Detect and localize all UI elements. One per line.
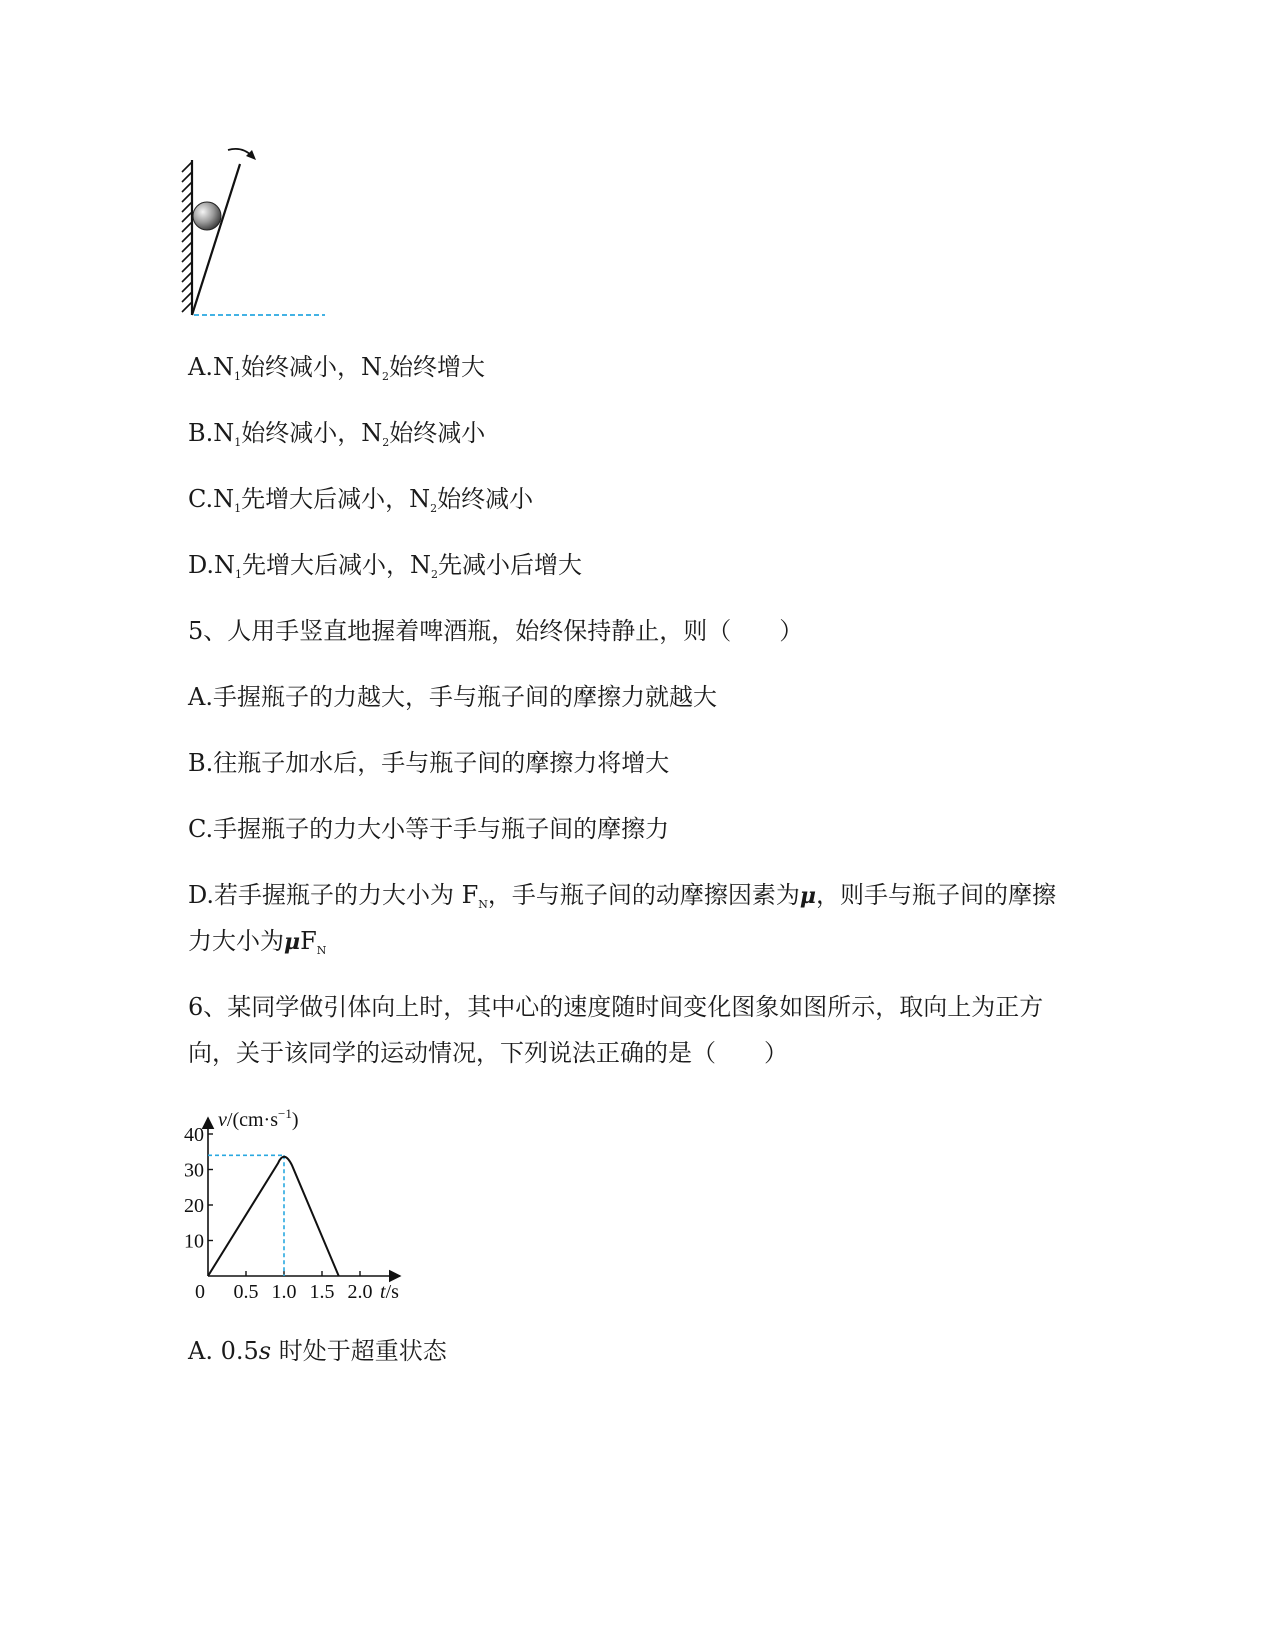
x-tick-label: 1.0 <box>271 1281 297 1303</box>
x-tick-label: 1.5 <box>309 1281 335 1303</box>
board-line <box>192 164 240 315</box>
x-tick-label: 0 <box>195 1281 205 1303</box>
wall-hatching <box>182 162 192 312</box>
q6-stem-line1: 6、某同学做引体向上时，其中心的速度随时间变化图象如图所示，取向上为正方 <box>188 993 1044 1021</box>
q5-option-a[interactable]: A.手握瓶子的力越大，手与瓶子间的摩擦力就越大 <box>188 683 717 711</box>
q4-option-a[interactable]: $A.N_1$始终减小，$N_2$始终增大 <box>188 353 485 383</box>
q4-option-c[interactable]: $C.N_1$先增大后减小，$N_2$始终减小 <box>188 485 534 515</box>
x-tick-label: 0.5 <box>233 1281 259 1303</box>
wall-board-diagram <box>170 140 340 330</box>
q5-option-b[interactable]: B.往瓶子加水后，手与瓶子间的摩擦力将增大 <box>188 749 670 777</box>
y-tick-label: 40 <box>184 1124 204 1146</box>
x-tick-label: 2.0 <box>347 1281 373 1303</box>
velocity-time-chart <box>170 1100 410 1310</box>
y-axis-label: $v/(cm\cdot s^{-1})$ <box>218 1106 299 1131</box>
q4-option-d[interactable]: $D.N_1$先增大后减小，$N_2$先减小后增大 <box>188 551 583 581</box>
y-tick-label: 30 <box>184 1159 204 1182</box>
q5-option-c[interactable]: C.手握瓶子的力大小等于手与瓶子间的摩擦力 <box>188 815 670 843</box>
q6-option-a[interactable]: A. 0.5s 时处于超重状态 <box>188 1337 447 1365</box>
y-tick-label: 20 <box>184 1195 204 1217</box>
q4-option-b[interactable]: $B.N_1$始终减小，$N_2$始终减小 <box>188 419 486 449</box>
q5-option-d-continued: 力大小为$\mu F_N$ <box>188 927 327 957</box>
ball <box>193 202 221 230</box>
velocity-series-line <box>208 1157 339 1276</box>
q5-option-d[interactable]: D.若手握瓶子的力大小为 $F_N$，手与瓶子间的动摩擦因素为μ，则手与瓶子间的摩擦 <box>188 881 1057 911</box>
q6-stem-line2: 向，关于该同学的运动情况，下列说法正确的是（ ） <box>188 1039 788 1067</box>
q5-stem: 5、人用手竖直地握着啤酒瓶，始终保持静止，则（ ） <box>188 617 804 645</box>
y-tick-label: 10 <box>184 1230 204 1253</box>
x-axis-label: t/s <box>380 1281 399 1303</box>
